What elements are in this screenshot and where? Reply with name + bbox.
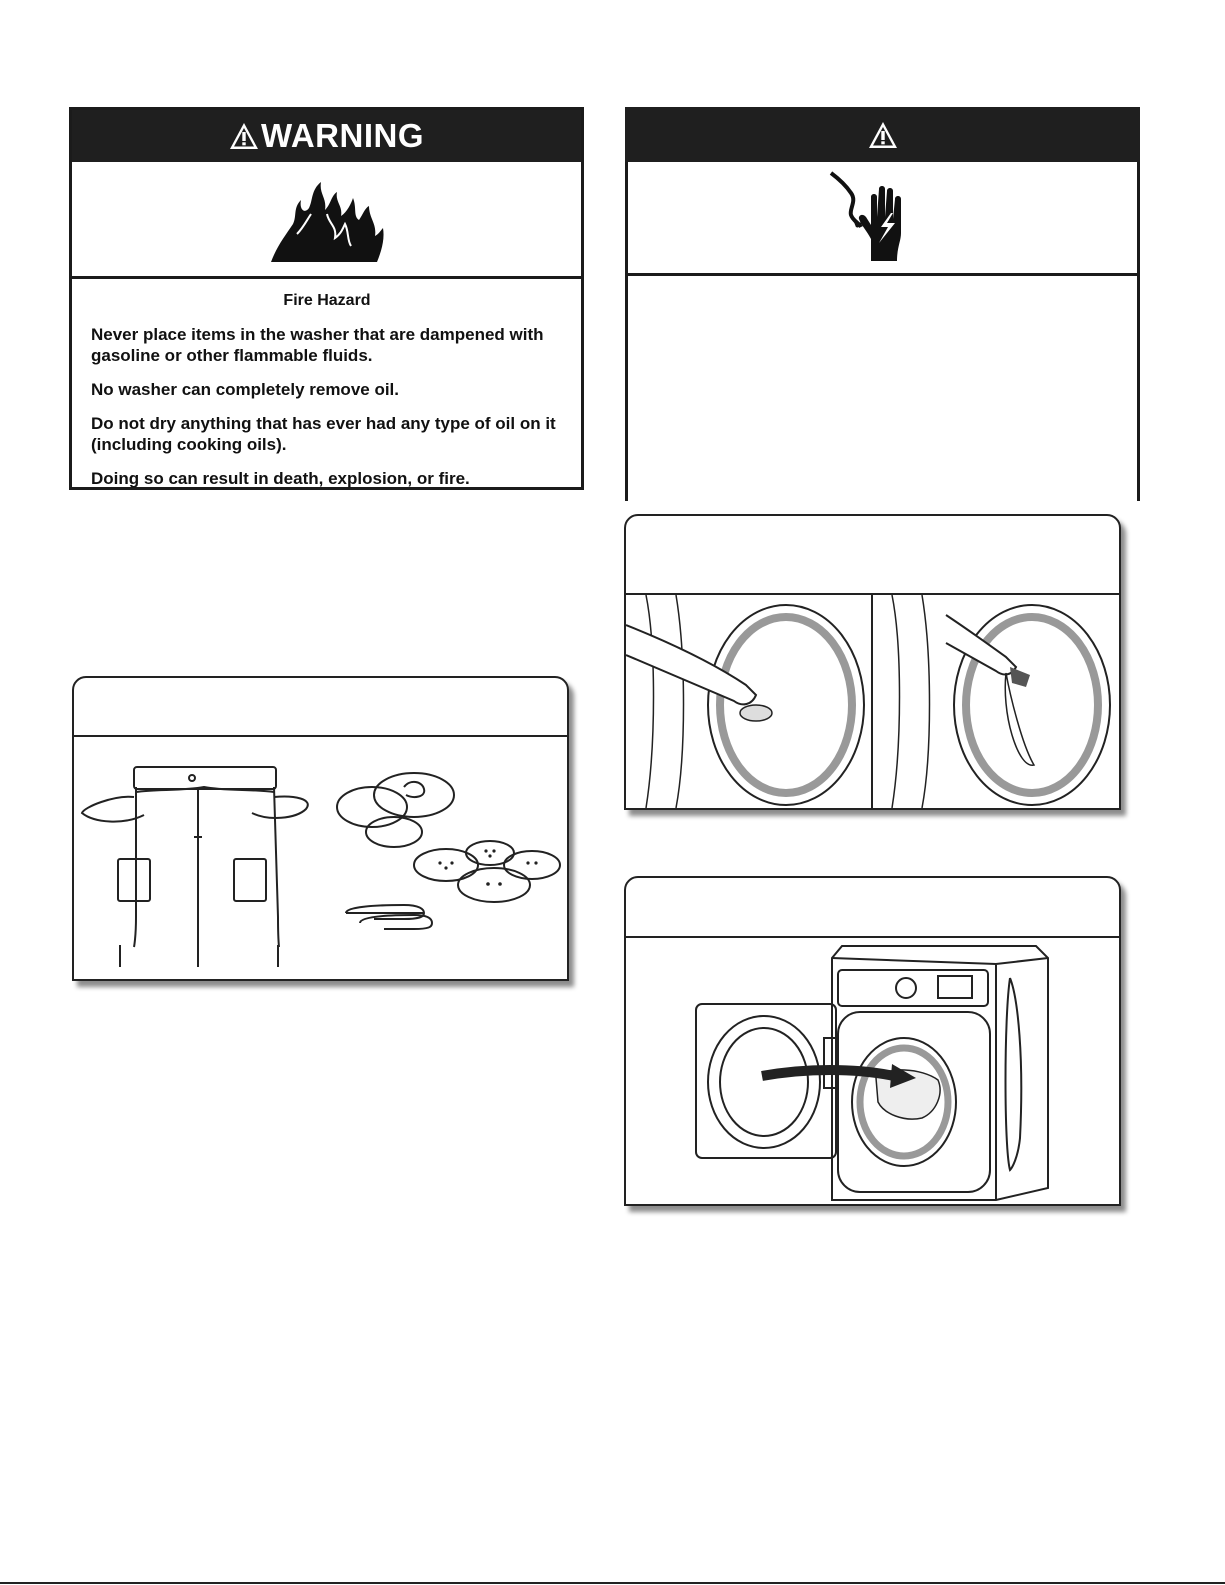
icon-divider [625,273,1140,276]
box-border-left [625,162,628,501]
pants-coins-buttons-pins-illustration [74,737,567,979]
warning-header [72,110,581,162]
warning-paragraph: Doing so can result in death, explosion, or fire. [91,469,470,488]
electric-shock-hand-icon [827,169,927,269]
figure-empty-pockets [72,676,569,981]
front-load-washer-loading-illustration [626,938,1119,1204]
figure-caption-bar [626,516,1119,595]
hand-reaching-into-drum-illustration [626,595,1119,808]
box-border-right [1137,162,1140,501]
shock-warning-box [625,107,1140,501]
warning-paragraph: No washer can completely remove oil. [91,380,400,399]
fire-warning-body [72,279,581,510]
figure-check-drum [624,514,1121,810]
warning-triangle-icon [229,121,259,151]
fire-icon-area [72,162,581,279]
figure-caption-bar [626,878,1119,938]
figure-load-washer [624,876,1121,1206]
page-bottom-rule [0,1582,1225,1584]
figure-caption-bar [74,678,567,737]
fire-icon [267,174,387,264]
warning-paragraph: Do not dry anything that has ever had any type of oil on it (including cooking oils). [91,414,556,454]
fire-warning-box [69,107,584,490]
warning-triangle-icon [868,120,898,150]
hazard-title: Fire Hazard [283,292,371,309]
warning-paragraph: Never place items in the washer that are dampened with gasoline or other flammable fluids. [91,325,544,365]
warning-header [625,107,1140,162]
warning-header-label: WARNING [261,117,424,154]
